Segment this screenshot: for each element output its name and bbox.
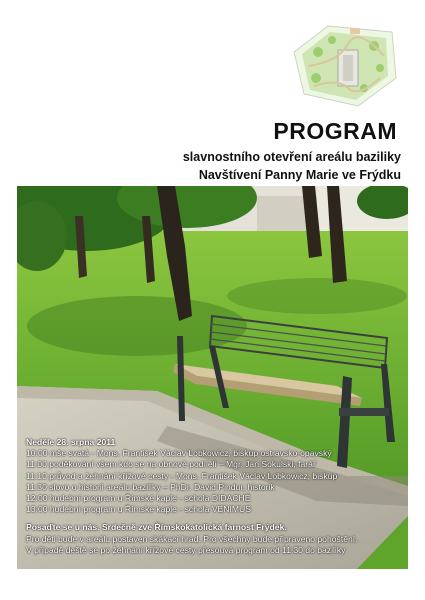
invitation-line: Posaďte se u nás. Srdečně zve Římskokatolická farnost Frýdek.: [26, 522, 287, 533]
subtitle-line-2: Navštívení Panny Marie ve Frýdku: [198, 168, 401, 182]
program-item: 10:00 mše svatá - Mons. František Václav Lobkowicz, biskup ostravsko-opavský: [26, 448, 332, 459]
program-item: 13:00 hudební program u Římské kaple - schola VENIMUS: [26, 504, 251, 515]
note-line-2: V případě deště se po žehnání křížové cesty přesouvá program od 11:30 do baziliky: [26, 544, 346, 555]
program-item: 11:30 slovo o historii areálu baziliky – PhDr. David Pindur, historik: [26, 481, 275, 492]
note-line-1: Pro děti bude v areálu postaven skákací hrad. Pro všechny bude připraveno pohoštění.: [26, 533, 358, 544]
site-plan-image: [288, 22, 400, 108]
page-title: PROGRAM: [273, 118, 397, 144]
program-item: 11:10 průvod a žehnání křížové cesty - Mons. František Václav Lobkowicz, biskup: [26, 470, 338, 481]
subtitle-line-1: slavnostního otevření areálu baziliky: [182, 150, 401, 164]
program-date: Neděle 28. srpna 2011: [26, 437, 116, 447]
program-item: 12:00 hudební program u Římské kaple - schola DIDACHÉ: [26, 493, 251, 504]
program-item: 11:00 poděkování všem kdo se na obnově podíleli – Mgr. Jan Sokulski, farář: [26, 459, 316, 470]
site-plan-drawing: [288, 22, 400, 108]
program-text: [26, 437, 386, 556]
